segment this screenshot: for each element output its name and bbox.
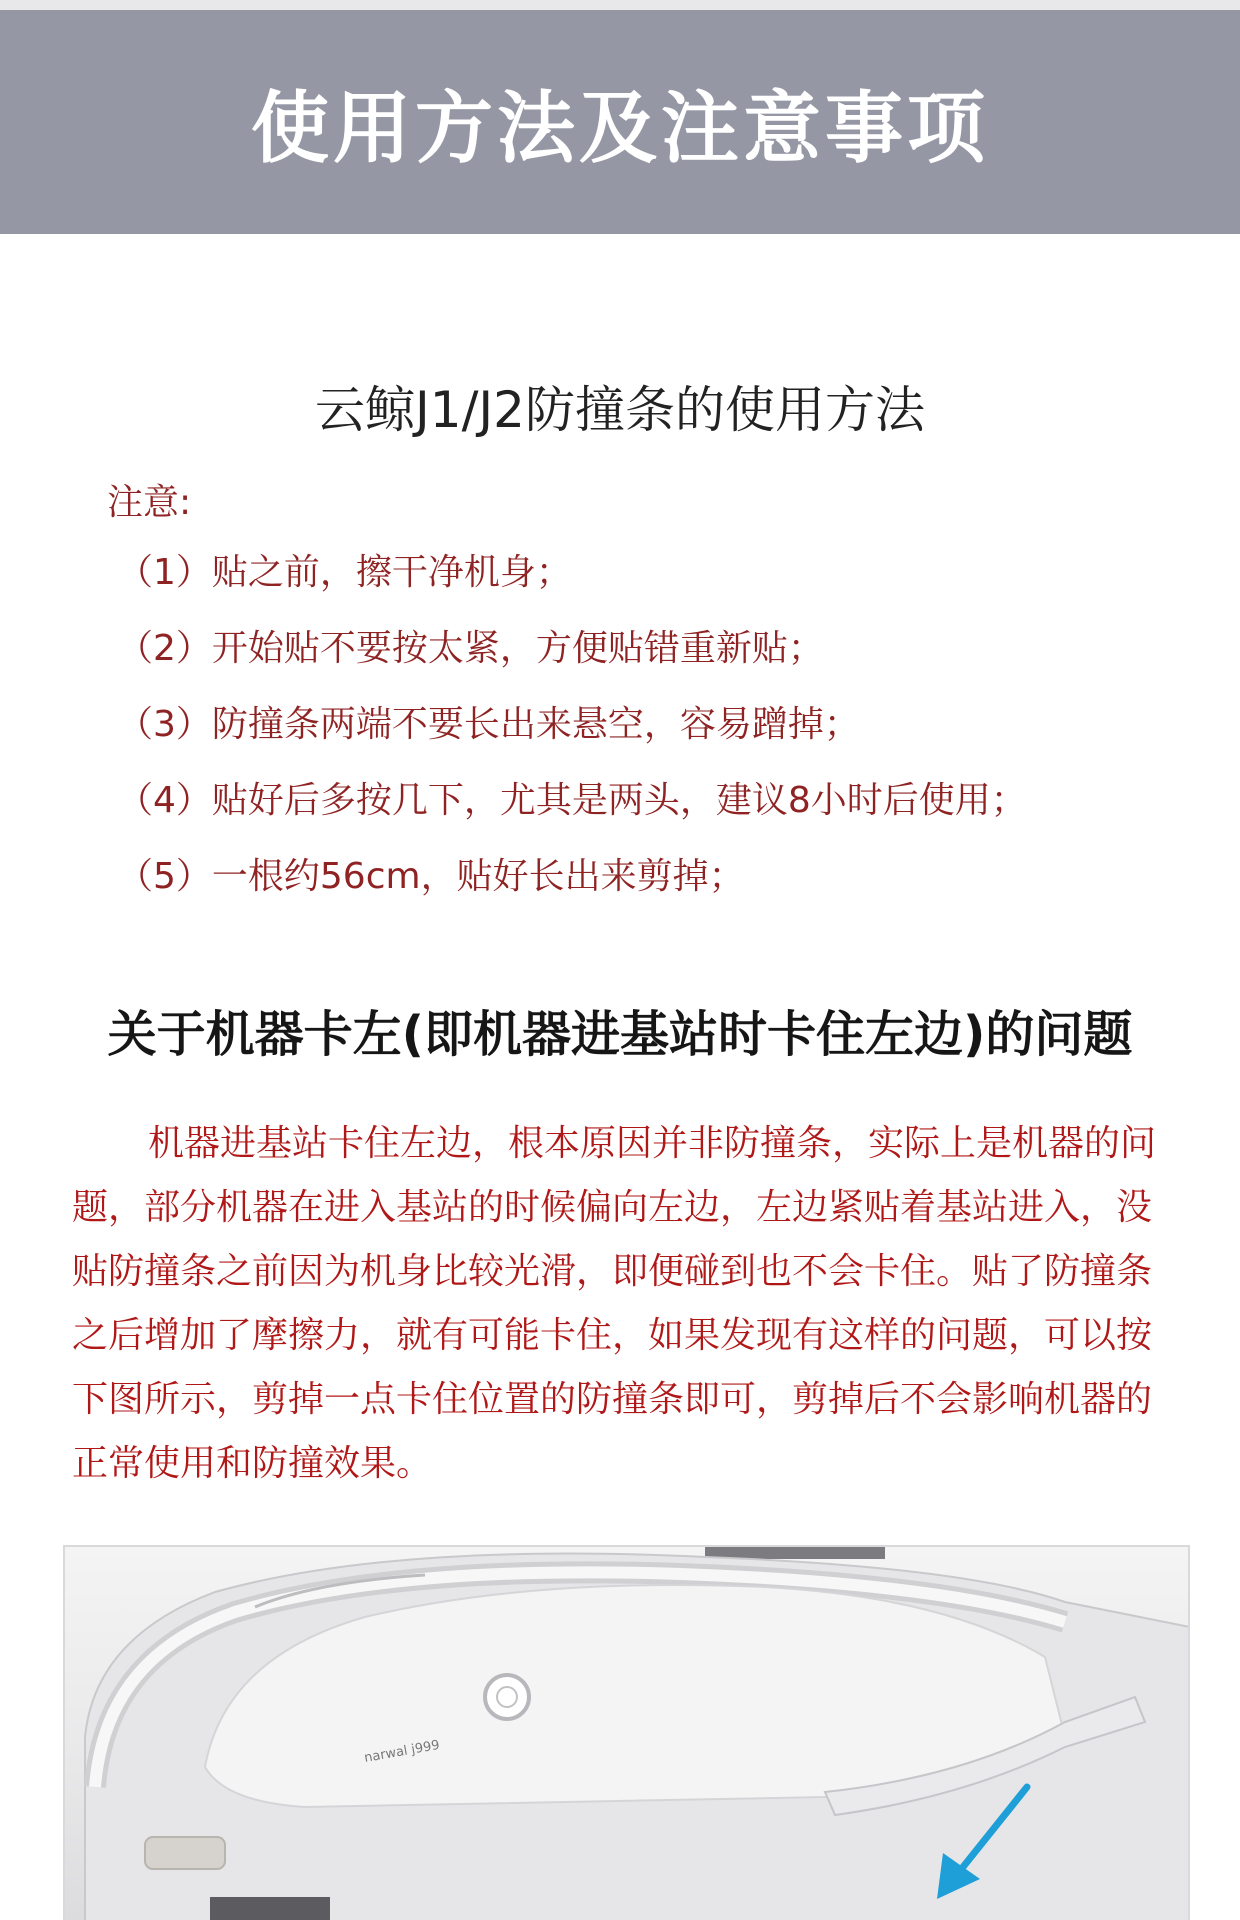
title-banner [0,10,1240,234]
notes-section [107,474,1157,933]
front-panel [210,1897,330,1920]
note-item: （4）贴好后多按几下，尤其是两头，建议8小时后使用； [117,780,1027,821]
note-item: （2）开始贴不要按太紧，方便贴错重新贴； [117,628,824,669]
front-sensor [145,1837,225,1869]
note-item: （5）一根约56cm，贴好长出来剪掉； [117,856,745,897]
page-subtitle: 云鲸J1/J2防撞条的使用方法 [315,381,925,439]
top-strip [0,0,1240,10]
note-item: （3）防撞条两端不要长出来悬空，容易蹭掉； [117,704,860,745]
banner-title: 使用方法及注意事项 [250,84,989,174]
notes-label: 注意: [107,482,192,523]
power-button-icon [485,1675,529,1719]
section-heading: 关于机器卡左(即机器进基站时卡住左边)的问题 [107,1006,1133,1063]
note-item: （1）贴之前，擦干净机身； [117,552,572,593]
robot-vacuum-photo [63,1545,1190,1920]
robot-vacuum-illustration [65,1547,1190,1920]
device-label: narwal j999 [363,1737,441,1766]
explanation-paragraph: 机器进基站卡住左边，根本原因并非防撞条，实际上是机器的问题，部分机器在进入基站的时候偏向左边，左边紧贴着基站进入，没贴防撞条之前因为机身比较光滑，即便碰到也不会卡住。贴了防撞条之后增加了摩擦力，就有可能卡住，如果发现有这样的问题，可以按下图所示，剪掉一点卡住位置的防撞条即可，剪掉后不会影响机器的正常使用和防撞效果。 [72,1123,1157,1484]
